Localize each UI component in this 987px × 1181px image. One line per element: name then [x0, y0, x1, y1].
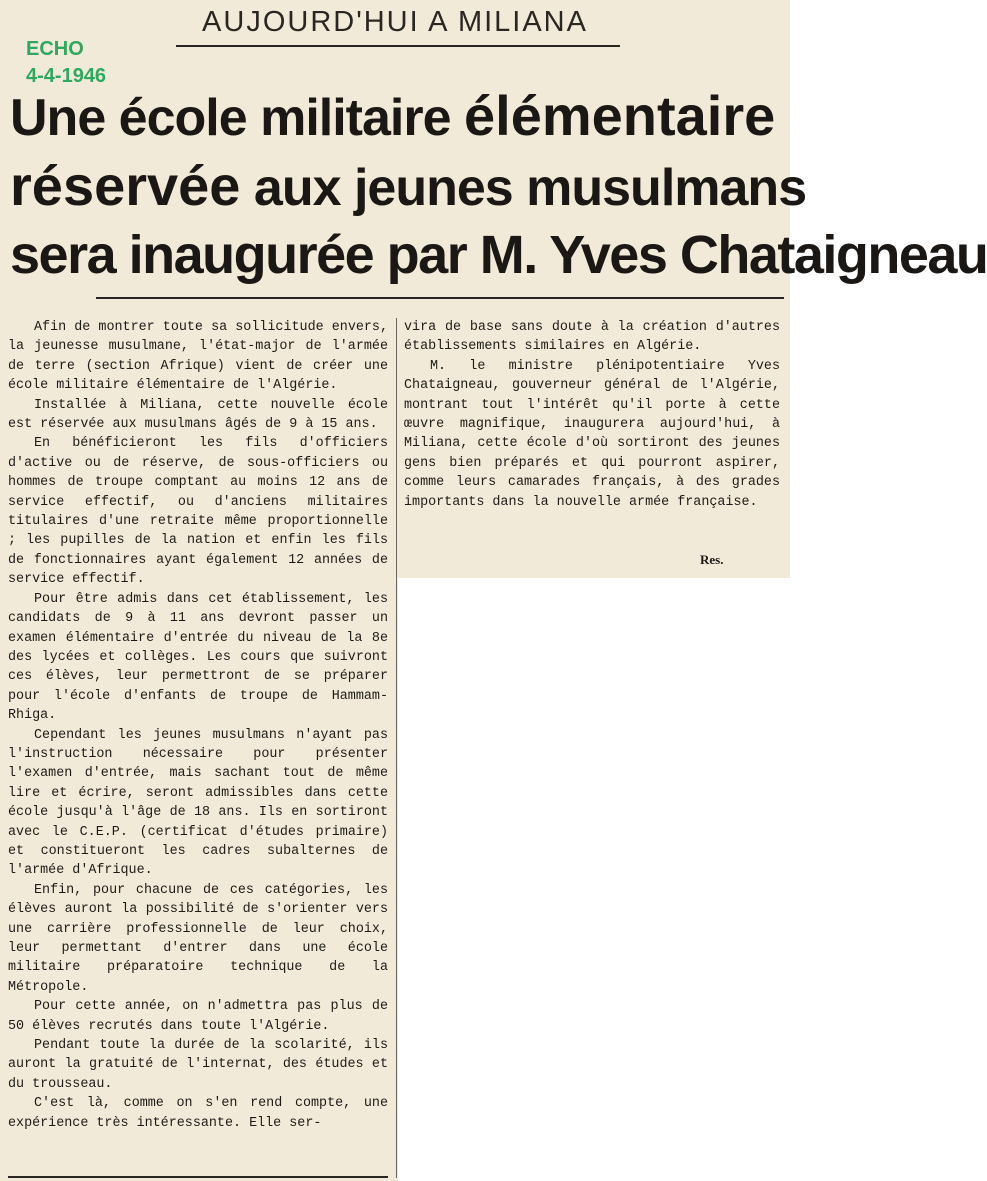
stamp-date: 4-4-1946: [26, 65, 107, 87]
article-paragraph: Pour cette année, on n'admettra pas plus de 50 élèves recrutés dans toute l'Algérie.: [8, 999, 388, 1034]
stamp-source: ECHO: [26, 38, 84, 60]
headline-rule: [96, 297, 784, 299]
headline-line-2: [10, 154, 807, 217]
article-paragraph: En bénéficieront les fils d'officiers d'active ou de réserve, de sous-officiers ou hommes de troupe comptant au moins 12 ans de service effectif, ou d'anciens militaires titulaires d'une retraite même proportionnelle ; les pupilles de la nation et enfin les fils de fonctionnaires ayant également 12 années de service effectif.: [8, 436, 388, 588]
article-signature: Res.: [700, 552, 724, 567]
article-column-left: [8, 318, 388, 1133]
article-paragraph-continued: vira de base sans doute à la création d'autres établissements similaires en Algérie.: [404, 320, 780, 355]
article-paragraph: Pendant toute la durée de la scolarité, ils auront la gratuité de l'internat, des études et du trousseau.: [8, 1038, 388, 1092]
article-paragraph: Installée à Miliana, cette nouvelle école est réservée aux musulmans âgés de 9 à 15 ans.: [8, 397, 388, 433]
headline-line-1-part-b: élémentaire: [463, 84, 776, 147]
headline-line-2-part-b: aux jeunes musulmans: [253, 159, 807, 217]
article-paragraph: Enfin, pour chacune de ces catégories, les élèves auront la possibilité de s'orienter vers une carrière professionnelle de leur choix, leur permettant d'entrer dans une école militaire préparatoire technique de la Métropole.: [8, 882, 388, 995]
article-paragraph: Pour être admis dans cet établissement, les candidats de 9 à 11 ans devront passer un examen élémentaire d'entrée du niveau de la 8e des lycées et collèges. Les cours que suivront ces élèves, leur permettront de se préparer pour l'école d'enfants de troupe de Hammam-Rhiga.: [8, 591, 388, 724]
headline-line-1: [10, 84, 782, 147]
article-paragraph: M. le ministre plénipotentiaire Yves Chataigneau, gouverneur général de l'Algérie, montrant tout l'intérêt qu'il porte à cette œuvre magnifique, inaugurera aujourd'hui, à Miliana, cette école d'où sortiront des jeunes gens bien préparés et qui pourront aspirer, comme leurs camarades français, à des grades importants dans la nouvelle armée française.: [404, 358, 780, 510]
headline-line-2-part-a: réservée: [10, 154, 241, 217]
article-paragraph: Cependant les jeunes musulmans n'ayant pas l'instruction nécessaire pour présenter l'examen d'entrée, mais sachant tout de même lire et écrire, seront admissibles dans cette école jusqu'à l'âge de 18 ans. Ils en sortiront avec le C.E.P. (certificat d'études primaire) et constitueront les cadres subalternes de l'armée d'Afrique.: [8, 727, 388, 879]
rubric-rule: [176, 45, 620, 47]
column-divider: [396, 318, 397, 1178]
article-end-rule: [8, 1176, 388, 1178]
article-paragraph: C'est là, comme on s'en rend compte, une expérience très intéressante. Elle ser-: [8, 1096, 388, 1131]
section-rubric: AUJOURD'HUI A MILIANA: [202, 6, 588, 38]
article-column-right: [404, 318, 780, 512]
headline-line-1-part-a: Une école militaire: [10, 89, 451, 147]
article-paragraph: Afin de montrer toute sa sollicitude envers, la jeunesse musulmane, l'état-major de l'armée de terre (section Afrique) vient de créer une école militaire élémentaire de l'Algérie.: [8, 320, 388, 394]
headline-line-3: sera inaugurée par M. Yves Chataigneau: [10, 225, 987, 285]
